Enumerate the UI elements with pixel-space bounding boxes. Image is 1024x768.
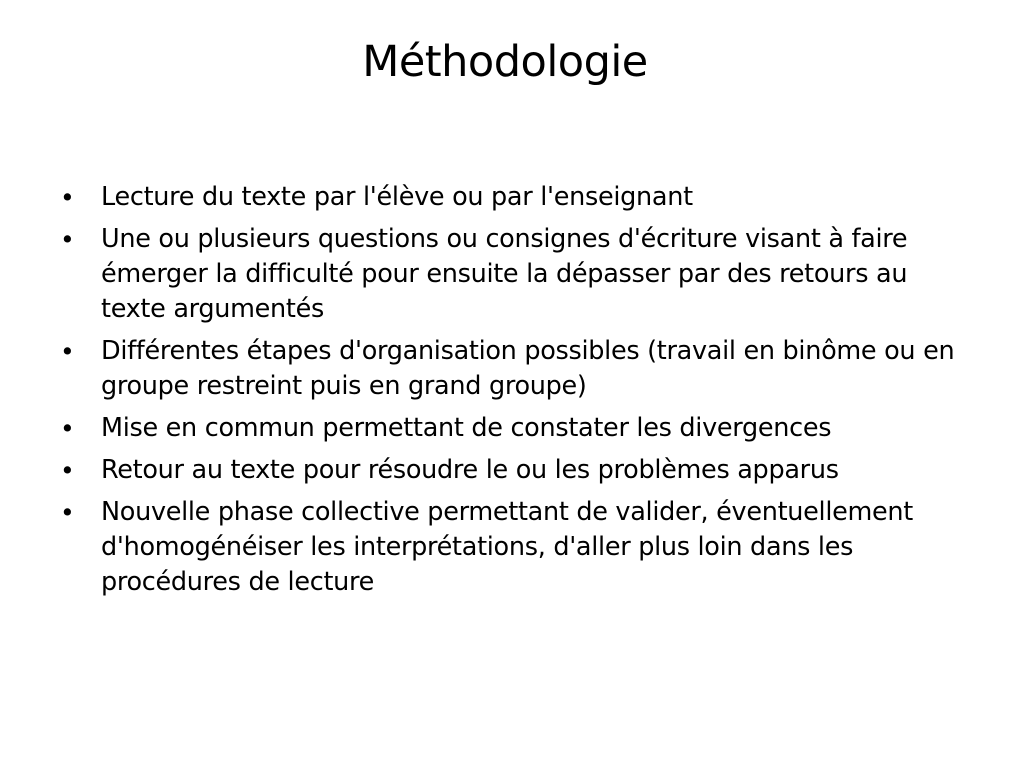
bullet-text: Lecture du texte par l'élève ou par l'enseignant (101, 182, 693, 212)
bullet-item (60, 411, 960, 446)
bullet-item (60, 222, 960, 327)
bullet-item (60, 180, 960, 215)
bullet-icon: • (60, 456, 75, 485)
bullet-text: Nouvelle phase collective permettant de valider, éventuellement d'homogénéiser les interprétations, d'aller plus loin dans les procédures de lecture (101, 497, 913, 597)
bullet-icon: • (60, 337, 75, 366)
bullet-icon: • (60, 225, 75, 254)
bullet-icon: • (60, 498, 75, 527)
slide-title: Méthodologie (362, 37, 648, 87)
bullet-item (60, 453, 960, 488)
bullet-item (60, 495, 960, 600)
bullet-text: Une ou plusieurs questions ou consignes d'écriture visant à faire émerger la difficulté pour ensuite la dépasser par des retours au texte argumentés (101, 224, 908, 324)
bullet-icon: • (60, 183, 75, 212)
bullet-text: Différentes étapes d'organisation possibles (travail en binôme ou en groupe restreint puis en grand groupe) (101, 336, 955, 401)
bullet-icon: • (60, 414, 75, 443)
bullet-text: Retour au texte pour résoudre le ou les problèmes apparus (101, 455, 839, 485)
bullet-list (60, 180, 960, 607)
bullet-text: Mise en commun permettant de constater les divergences (101, 413, 832, 443)
bullet-item (60, 334, 960, 404)
